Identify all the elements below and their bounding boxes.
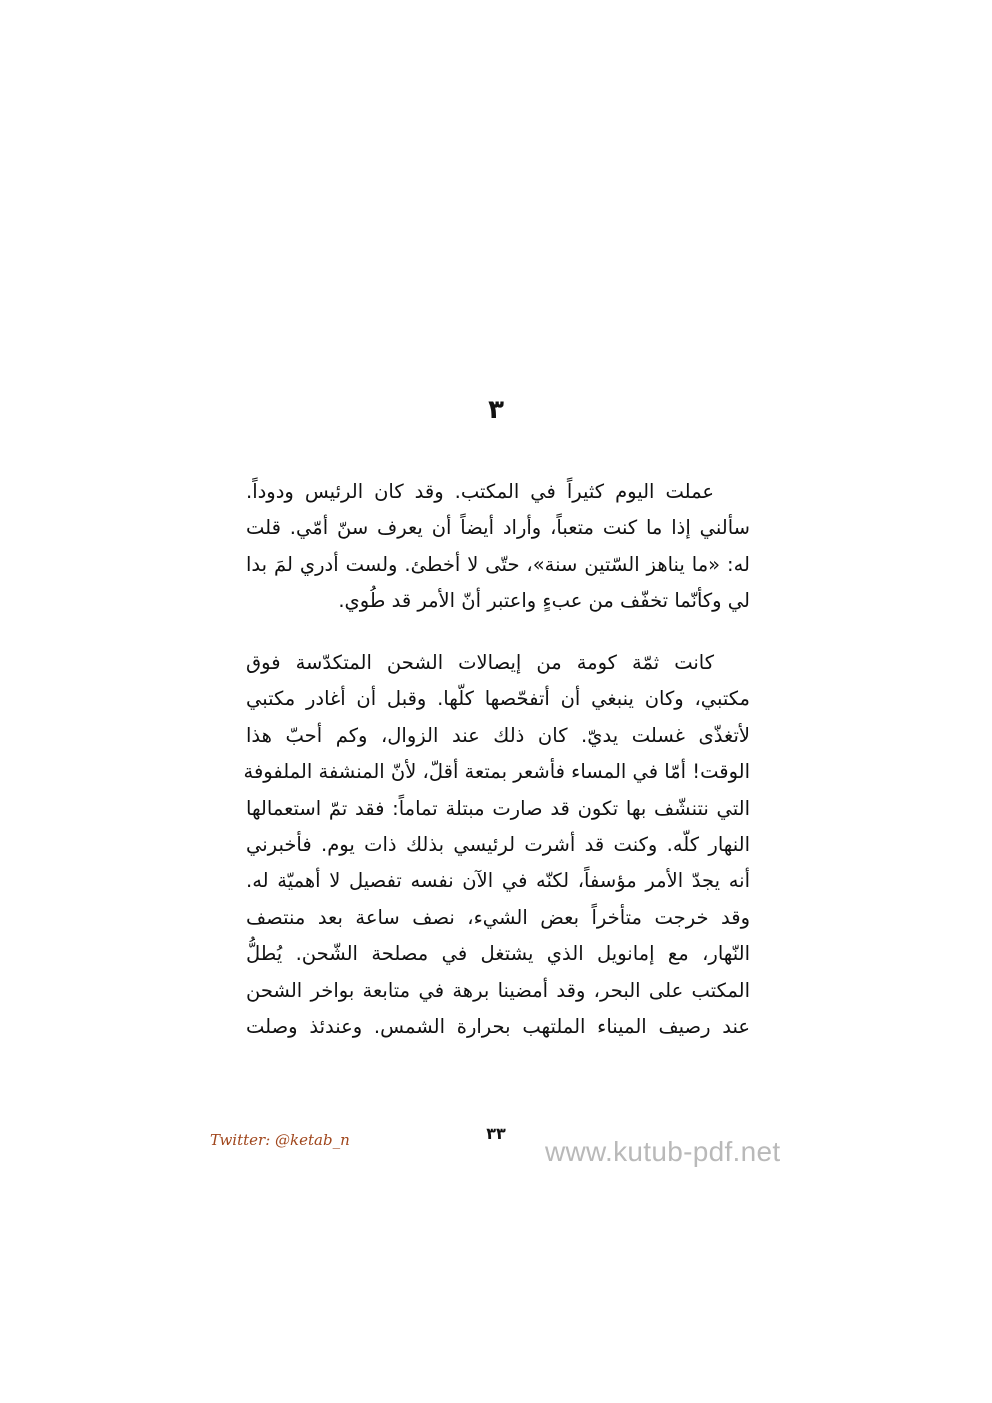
text-line: سألني إذا ما كنت متعباً، وأراد أيضاً أن يعرف سنّ أمّي. قلت xyxy=(246,516,750,540)
website-watermark: www.kutub-pdf.net xyxy=(545,1136,781,1167)
text-line: أنه يجدّ الأمر مؤسفاً، لكنّه في الآن نفسه تفصيل لا أهميّة له. xyxy=(246,869,750,893)
text-line: لي وكأنّما تخفّف من عبءٍ واعتبر أنّ الأمر قد طُوي. xyxy=(338,589,750,613)
paragraph-1 xyxy=(246,474,750,620)
text-line: لأتغذّى غسلت يديّ. كان ذلك عند الزوال، وكم أحبّ هذا xyxy=(246,723,750,747)
text-line: النّهار، مع إمانويل الذي يشتغل في مصلحة الشّحن. يُطلُّ xyxy=(246,942,750,966)
text-line: وقد خرجت متأخراً بعض الشيء، نصف ساعة بعد منتصف xyxy=(246,905,750,929)
text-line: له: «ما يناهز السّتين سنة»، حتّى لا أخطئ. ولست أدري لمَ بدا xyxy=(246,552,750,576)
text-line: التي نتنشّف بها تكون قد صارت مبتلة تماماً: فقد تمّ استعمالها xyxy=(246,796,750,820)
text-line: الوقت! أمّا في المساء فأشعر بمتعة أقلّ، لأنّ المنشفة الملفوفة xyxy=(243,760,750,784)
chapter-number: ٣ xyxy=(488,395,504,425)
twitter-handle: Twitter: @ketab_n xyxy=(210,1131,350,1149)
text-line: مكتبي، وكان ينبغي أن أتفحّصها كلّها. وقبل أن أغادر مكتبي xyxy=(246,687,750,711)
text-line: عند رصيف الميناء الملتهب بحرارة الشمس. وعندئذ وصلت xyxy=(246,1014,750,1038)
paragraph-2 xyxy=(243,645,750,1045)
text-line: النهار كلّه. وكنت قد أشرت لرئيسي بذلك ذات يوم. فأخبرني xyxy=(246,832,750,856)
page-number: ٣٣ xyxy=(486,1124,506,1143)
text-line: كانت ثمّة كومة من إيصالات الشحن المتكدّسة فوق xyxy=(246,651,714,674)
text-line: المكتب على البحر، وقد أمضينا برهة في متابعة بواخر الشحن xyxy=(246,978,750,1002)
text-line: عملت اليوم كثيراً في المكتب. وقد كان الرئيس ودوداً. xyxy=(246,480,714,503)
